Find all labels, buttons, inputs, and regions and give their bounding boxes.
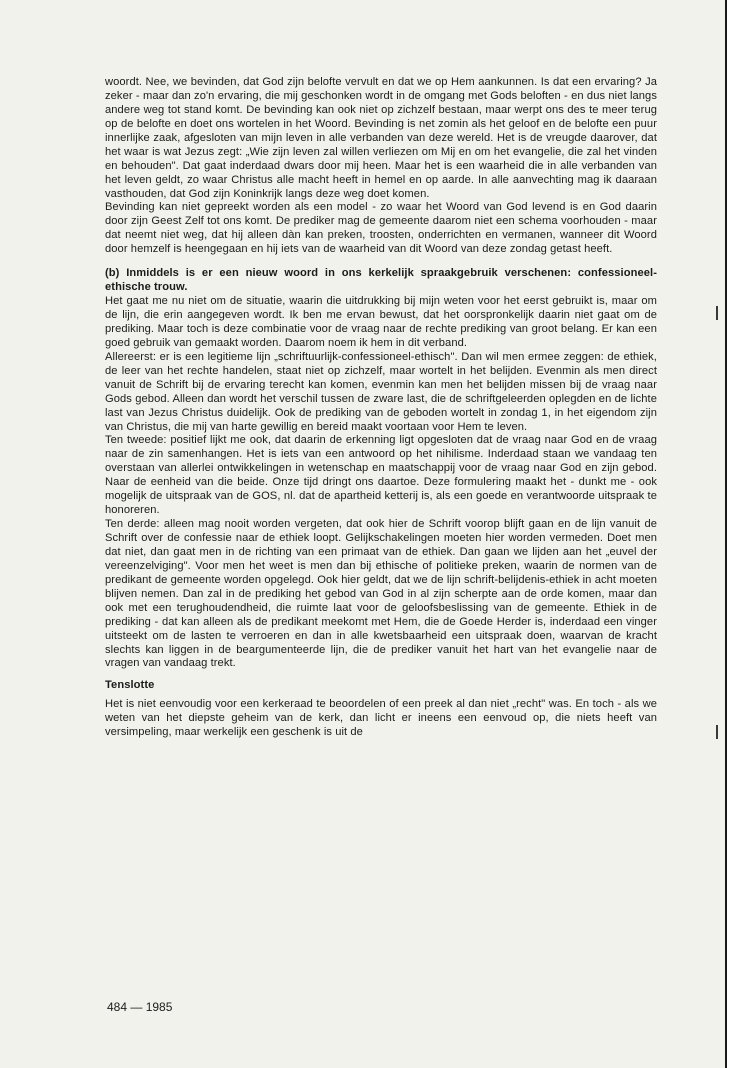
page-edge-divider bbox=[725, 0, 727, 1068]
paragraph: Bevinding kan niet gepreekt worden als een model - zo waar het Woord van God levend is en God daarin door zijn Geest Zelf tot ons komt. De prediker mag de gemeente daarom niet een schema voorhouden - maar dat neemt niet weg, dat hij alleen dàn kan preken, troosten, onderrichten en vermanen, wanneer dit Woord door hemzelf is heengegaan en hij iets van de waarheid van dit Woord van deze zondag getast heeft. bbox=[105, 201, 657, 256]
page-margin bbox=[728, 0, 738, 1068]
paragraph: Allereerst: er is een legitieme lijn „schriftuurlijk-confessioneel-ethisch". Dan wil men ermee zeggen: de ethiek, de leer van het rechte handelen, staat niet op zichzelf, maar wortelt in het belijden. Evenmin als men direct vanuit de Schrift bij de ervaring terecht kan komen, evenmin kan men het belijden missen bij de vraag naar Gods gebod. Alleen dan wordt het verschil tussen de zware last, die de schriftgeleerden oplegden en de lichte last van Jezus Christus duidelijk. Ook de prediking van de geboden wortelt in zondag 1, in het eigendom zijn van Christus, die mij van harte gewillig en bereid maakt voortaan voor Hem te leven. bbox=[105, 350, 657, 433]
paragraph: Het is niet eenvoudig voor een kerkeraad te beoordelen of een preek al dan niet „recht" was. En toch - als we weten van het diepste geheim van de kerk, dan licht er ineens een eenvoud op, die niets heeft van versimpeling, maar werkelijk een geschenk is uit de bbox=[105, 698, 657, 739]
page-footer: 484 — 1985 bbox=[107, 1000, 173, 1014]
paragraph: Het gaat me nu niet om de situatie, waarin die uitdrukking bij mijn weten voor het eerst gebruikt is, maar om de lijn, die erin aangegeven wordt. Ik ben me ervan bewust, dat het oorspronkelijk daarin niet gaat om de prediking. Maar toch is deze combinatie voor de vraag naar de rechte prediking van groot belang. Er kan een goed gebruik van gemaakt worden. Daarom noem ik hem in dit verband. bbox=[105, 295, 657, 349]
paragraph: Ten derde: alleen mag nooit worden vergeten, dat ook hier de Schrift voorop blijft gaan en de lijn vanuit de Schrift over de confessie naar de ethiek loopt. Gelijkschakelingen moeten hier worden vermeden. Doet men dat niet, dan gaat men in de richting van een primaat van de ethiek. Dan gaan we lijden aan het „euvel der vereenzelviging". Voor men het weet is men dan bij ethische of politieke preken, waarin de normen van de predikant de gemeente worden opgelegd. Ook hier geldt, dat we de lijn schrift-belijdenis-ethiek in acht moeten blijven nemen. Dan zal in de prediking het gebod van God in al zijn scherpte aan de orde komen, maar dan ook met een terughoudendheid, die ruimte laat voor de geloofsbeslissing van de gemeente. Ethiek in de prediking - dat kan alleen als de predikant meekomt met Hem, die de Goede Herder is, inderdaad een vinger uitsteekt om de lasten te verroeren en dan in alle kwetsbaarheid een uitspraak doen, waarvan de kracht slechts kan liggen in de beargumenteerde lijn, die de prediker vanuit het hart van het evangelie naar de vragen van vandaag trekt. bbox=[105, 518, 657, 670]
scan-mark bbox=[716, 725, 718, 739]
scan-mark bbox=[716, 306, 718, 320]
section-heading-tenslotte: Tenslotte bbox=[105, 679, 155, 692]
paragraph: Ten tweede: positief lijkt me ook, dat daarin de erkenning ligt opgesloten dat de vraag naar God en de vraag naar de zin samenhangen. Het is iets van een antwoord op het nihilisme. Inderdaad staan we vandaag ten overstaan van allerlei ontwikkelingen in wetenschap en maatschappij voor de vraag naar God en zijn gebod. Naar de eenheid van die beide. Onze tijd dringt ons daartoe. Deze formulering maakt het - dunkt me - ook mogelijk de uitspraak van de GOS, nl. dat de apartheid ketterij is, als een goede en verantwoorde uitspraak te honoreren. bbox=[105, 434, 657, 517]
section-heading-b: (b) Inmiddels is er een nieuw woord in ons kerkelijk spraakgebruik verschenen: confessioneel-ethische trouw. bbox=[105, 267, 657, 294]
body-text bbox=[105, 76, 657, 740]
paragraph: woordt. Nee, we bevinden, dat God zijn belofte vervult en dat we op Hem aankunnen. Is dat een ervaring? Ja zeker - maar dan zo'n ervaring, die mij geschonken wordt in de omgang met Gods beloften - en dus niet langs andere weg tot stand komt. De bevinding kan ook niet op zichzelf bestaan, maar werpt ons des te meer terug op de belofte en doet ons wortelen in het Woord. Bevinding is net zomin als het geloof en de belofte een puur innerlijke zaak, afgesloten van mijn leven in alle verbanden van deze wereld. Het is de vreugde daarover, dat het waar is wat Jezus zegt: „Wie zijn leven zal willen verliezen om Mij en om het evangelie, die zal het vinden en behouden". Dat gaat inderdaad dwars door mij heen. Maar het is een waarheid die in alle verbanden van het leven geldt, zo waar Christus alle macht heeft in hemel en op aarde. In alle aanvechting mag ik daaraan vasthouden, dat God zijn Koninkrijk langs deze weg doet komen. bbox=[105, 76, 657, 200]
